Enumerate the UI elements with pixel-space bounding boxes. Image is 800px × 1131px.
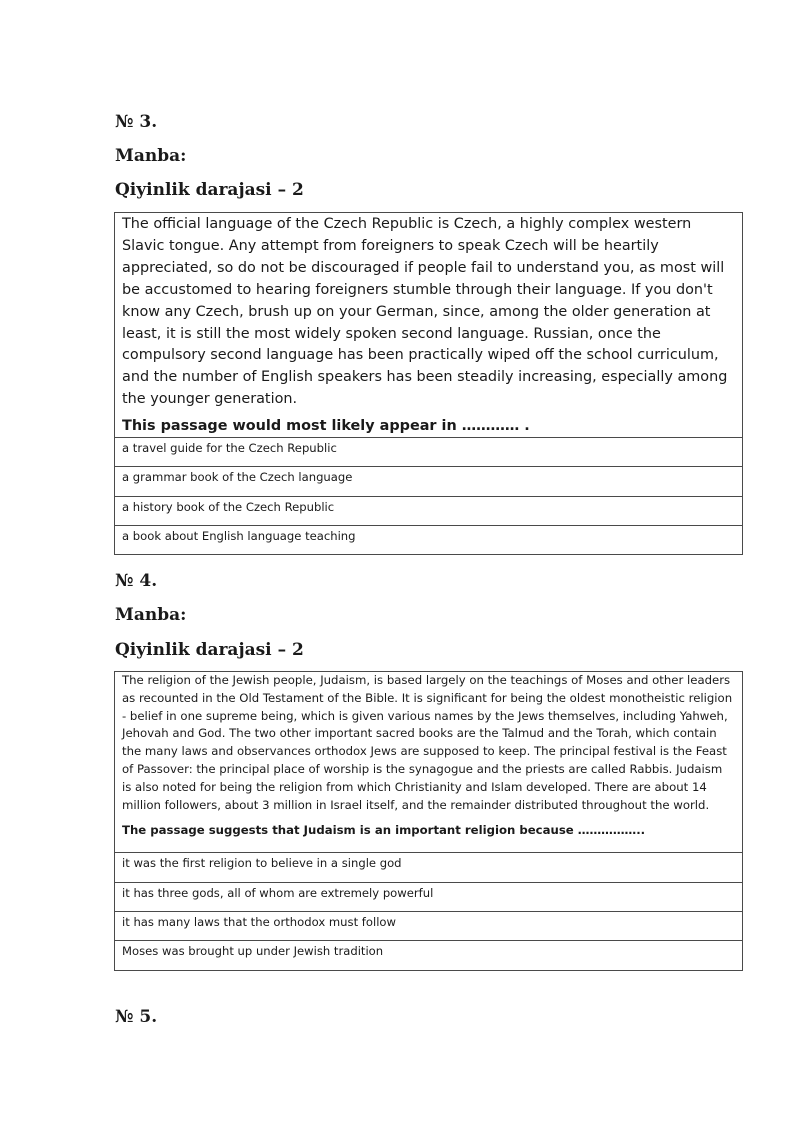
answer-option[interactable]: a travel guide for the Czech Republic	[115, 437, 742, 466]
difficulty-level: Qiyinlik darajasi – 2	[115, 640, 304, 660]
answer-option[interactable]: a history book of the Czech Republic	[115, 496, 742, 525]
answer-option[interactable]: Moses was brought up under Jewish tradition	[115, 940, 742, 969]
reading-passage: The religion of the Jewish people, Judaism, is based largely on the teachings of Moses and other leaders as recounted in the Old Testament of the Bible. It is significant for being the oldest monotheistic religion - belief in one supreme being, which is given various names by the Jews themselves, including Yahweh, Jehovah and God. The two other important sacred books are the Talmud and the Torah, which contain the many laws and observances orthodox Jews are supposed to keep. The principal festival is the Feast of Passover: the principal place of worship is the synagogue and the priests are called Rabbis. Judaism is also noted for being the religion from which Christianity and Islam developed. There are about 14 million followers, about 3 million in Israel itself, and the remainder distributed throughout the world.	[122, 673, 733, 812]
question-number: № 3.	[115, 112, 158, 132]
question-table	[114, 212, 743, 555]
difficulty-level: Qiyinlik darajasi – 2	[115, 180, 304, 200]
question-prompt: The passage suggests that Judaism is an important religion because ……………..	[122, 823, 646, 838]
source-label: Manba:	[115, 146, 187, 166]
question-number: № 5.	[115, 1007, 158, 1027]
answer-option[interactable]: a grammar book of the Czech language	[115, 466, 742, 495]
question-table	[114, 671, 743, 971]
answer-option[interactable]: a book about English language teaching	[115, 525, 742, 554]
question-prompt: This passage would most likely appear in ………… .	[122, 418, 530, 435]
answer-option[interactable]: it was the first religion to believe in a single god	[115, 852, 742, 881]
question-number: № 4.	[115, 571, 158, 591]
source-label: Manba:	[115, 605, 187, 625]
reading-passage: The official language of the Czech Republic is Czech, a highly complex western Slavic tongue. Any attempt from foreigners to speak Czech will be heartily appreciated, so do not be discouraged if people fail to understand you, as most will be accustomed to hearing foreigners stumble through their language. If you don't know any Czech, brush up on your German, since, among the older generation at least, it is still the most widely spoken second language. Russian, once the compulsory second language has been practically wiped off the school curriculum, and the number of English speakers has been steadily increasing, especially among the younger generation.	[122, 216, 728, 408]
answer-option[interactable]: it has three gods, all of whom are extremely powerful	[115, 882, 742, 911]
answer-option[interactable]: it has many laws that the orthodox must follow	[115, 911, 742, 940]
